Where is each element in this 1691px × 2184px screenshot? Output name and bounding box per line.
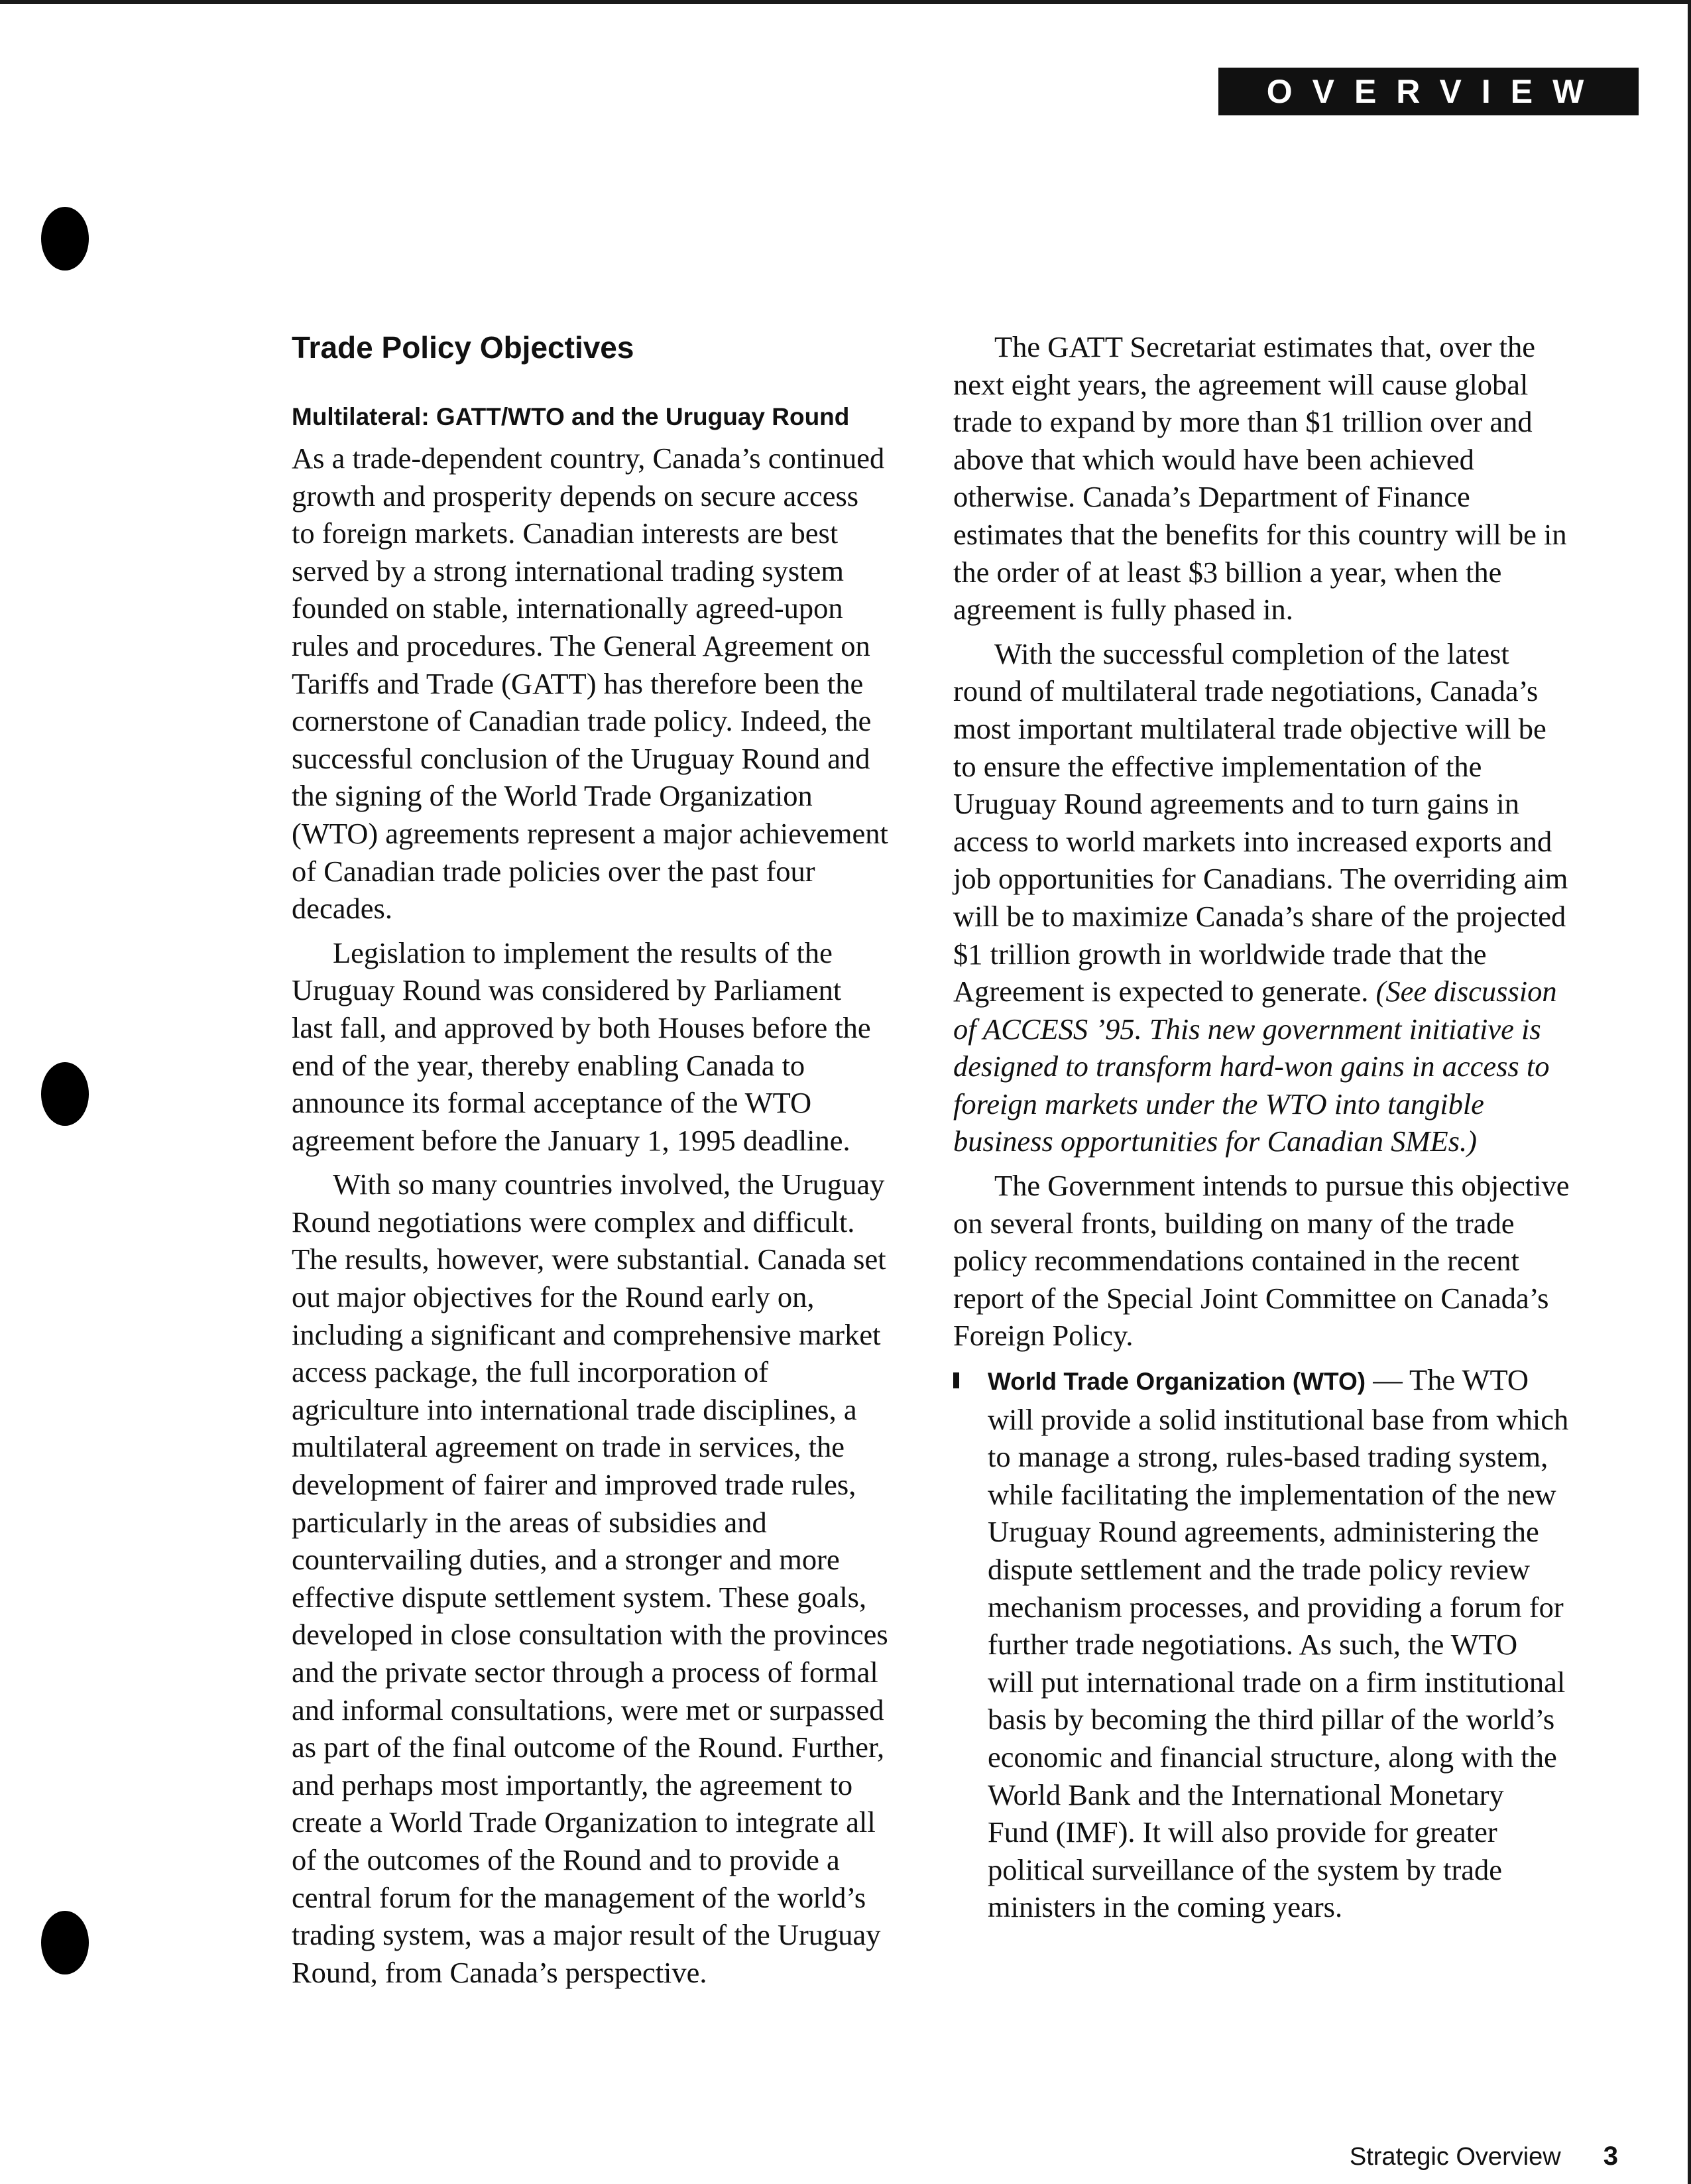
section-header-tab: OVERVIEW — [1218, 68, 1639, 115]
subsection-title: Multilateral: GATT/WTO and the Uruguay Round — [292, 403, 850, 430]
scan-edge-right — [1688, 0, 1691, 2184]
bullet-title: World Trade Organization (WTO) — [988, 1368, 1366, 1396]
paragraph — [953, 635, 1570, 1160]
paragraph: As a trade-dependent country, Canada’s continued growth and prosperity depends on secure access to foreign markets. Canadian interests are best served by a strong international trading system founded on stable, internationally agreed-upon rules and procedures. The General Agreement on Tariffs and Trade (GATT) has therefore been the cornerstone of Canadian trade policy. Indeed, the successful conclusion of the Uruguay Round and the signing of the World Trade Organization (WTO) agreements represent a major achievement of Canadian trade policies over the past four decades. — [292, 442, 888, 926]
right-column — [953, 328, 1570, 1926]
paragraph-text: With the successful completion of the latest round of multilateral trade negotiations, Canada’s most important multilateral trade objective will be to ensure the effective implementation of the Uruguay Round agreements and to turn gains in access to world markets into increased exports and job opportunities for Canadians. The overriding aim will be to maximize Canada’s share of the projected $1 trillion growth in worldwide trade that the Agreement is expected to generate. — [953, 637, 1568, 1008]
paragraph: With so many countries involved, the Uruguay Round negotiations were complex and difficult. The results, however, were substantial. Canada set out major objectives for the Round early on, including a significant and comprehensive market access package, the full incorporation of agriculture into international trade disciplines, a multilateral agreement on trade in services, the development of fairer and improved trade rules, particularly in the areas of subsidies and countervailing duties, and a stronger and more effective dispute settlement system. These goals, developed in close consultation with the provinces and the private sector through a process of formal and informal consultations, were met or surpassed as part of the final outcome of the Round. Further, and perhaps most importantly, the agreement to create a World Trade Organization to integrate all of the outcomes of the Round and to provide a central forum for the management of the world’s trading system, was a major result of the Uruguay Round, from Canada’s perspective. — [292, 1168, 888, 1989]
paragraph: The GATT Secretariat estimates that, over the next eight years, the agreement will cause global trade to expand by more than $1 trillion over and above that which would have been achieved otherwise. Canada’s Department of Finance estimates that the benefits for this country will be in the order of at least $3 billion a year, when the agreement is fully phased in. — [953, 330, 1567, 627]
left-column — [292, 328, 888, 1998]
scan-edge-top — [0, 0, 1691, 4]
binder-hole-middle — [41, 1062, 89, 1126]
binder-hole-top — [41, 207, 89, 271]
bullet-marker-icon — [953, 1372, 959, 1388]
paragraph: The Government intends to pursue this objective on several fronts, building on many of the trade policy recommendations contained in the recent report of the Special Joint Committee on Canada’s Foreign Policy. — [953, 1169, 1570, 1353]
bullet-item — [953, 1361, 1570, 1926]
paragraph: Legislation to implement the results of the Uruguay Round was considered by Parliament last fall, and approved by both Houses before the end of the year, thereby enabling Canada to announce its formal acceptance of the WTO agreement before the January 1, 1995 deadline. — [292, 936, 871, 1157]
page-footer — [1350, 2142, 1618, 2171]
page-number: 3 — [1603, 2142, 1618, 2171]
bullet-text: — The WTO will provide a solid institutional base from which to manage a strong, rules-based trading system, while facilitating the implementation of the new Uruguay Round agreements, administering the dispute settlement and the trade policy review mechanism processes, and providing a forum for further trade negotiations. As such, the WTO will put international trade on a firm institutional basis by becoming the third pillar of the world’s economic and financial structure, along with the World Bank and the International Monetary Fund (IMF). It will also provide for greater political surveillance of the system by trade ministers in the coming years. — [988, 1363, 1569, 1924]
access-95-note: (See discussion of ACCESS ’95. This new government initiative is designed to transform hard-won gains in access to foreign markets under the WTO into tangible business opportunities for Canadian SMEs.) — [953, 975, 1557, 1158]
footer-label: Strategic Overview — [1349, 2143, 1561, 2171]
section-title: Trade Policy Objectives — [292, 330, 634, 365]
binder-hole-bottom — [41, 1911, 89, 1974]
